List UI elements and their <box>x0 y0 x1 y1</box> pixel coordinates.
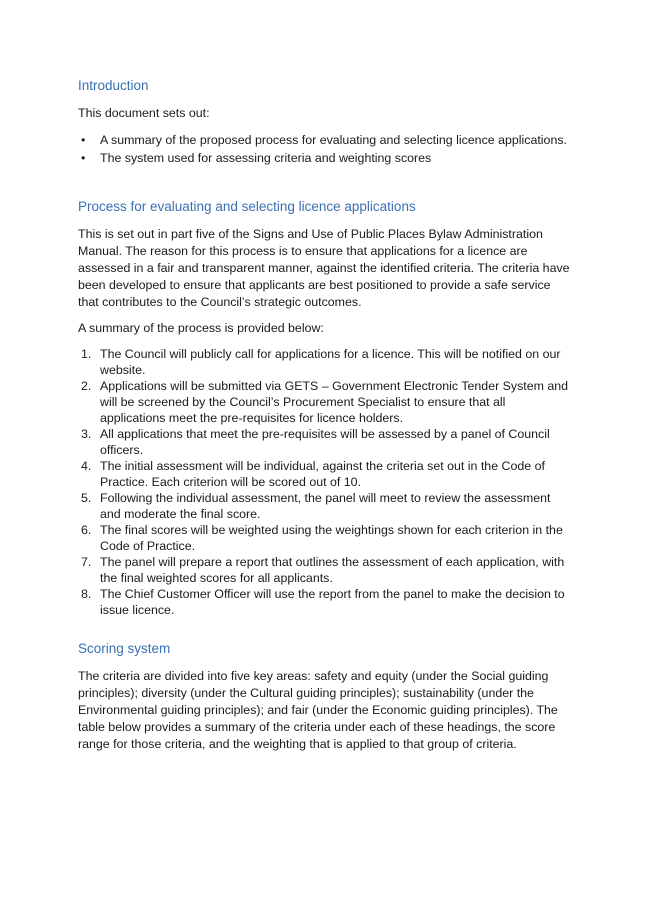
introduction-heading: Introduction <box>78 78 149 93</box>
step-number: 7. <box>81 555 92 569</box>
bullet-text: A summary of the proposed process for evaluating and selecting licence applications. <box>100 133 567 147</box>
step-number: 1. <box>81 347 92 361</box>
list-item <box>78 150 573 166</box>
bullet-icon: • <box>81 151 86 165</box>
bullet-text: The system used for assessing criteria and weighting scores <box>100 151 432 165</box>
step-text: The panel will prepare a report that outlines the assessment of each application, with the final weighted scores for all applicants. <box>100 555 565 585</box>
list-item <box>78 554 573 586</box>
introduction-lead: This document sets out: <box>78 106 210 120</box>
list-item <box>78 490 573 522</box>
step-text: The final scores will be weighted using the weightings shown for each criterion in the Code of Practice. <box>100 523 563 553</box>
step-text: Following the individual assessment, the panel will meet to review the assessment and moderate the final score. <box>100 491 551 521</box>
process-steps-list <box>78 346 573 618</box>
step-number: 2. <box>81 379 92 393</box>
list-item <box>78 586 573 618</box>
list-item <box>78 346 573 378</box>
list-item <box>78 378 573 426</box>
process-paragraph: This is set out in part five of the Signs and Use of Public Places Bylaw Administration Manual. The reason for this process is to ensure that applications for a licence are assessed in a fair and transparent manner, against the identified criteria. The criteria have been developed to ensure that applicants are best positioned to provide a safe service that contributes to the Council’s strategic outcomes. <box>78 227 570 309</box>
introduction-bullet-list <box>78 132 573 168</box>
list-item <box>78 458 573 490</box>
bullet-icon: • <box>81 133 86 147</box>
step-text: The initial assessment will be individual, against the criteria set out in the Code of Practice. Each criterion will be scored out of 10. <box>100 459 545 489</box>
step-number: 4. <box>81 459 92 473</box>
scoring-paragraph: The criteria are divided into five key areas: safety and equity (under the Social guiding principles); diversity (under the Cultural guiding principles); sustainability (under the Environmental guiding principles); and fair (under the Economic guiding principles). The table below provides a summary of the criteria under each of these headings, the score range for those criteria, and the weighting that is applied to that group of criteria. <box>78 669 558 751</box>
step-number: 8. <box>81 587 92 601</box>
step-number: 5. <box>81 491 92 505</box>
process-heading: Process for evaluating and selecting licence applications <box>78 199 416 214</box>
list-item <box>78 132 573 148</box>
step-number: 6. <box>81 523 92 537</box>
step-text: All applications that meet the pre-requisites will be assessed by a panel of Council officers. <box>100 427 550 457</box>
step-text: Applications will be submitted via GETS – Government Electronic Tender System and will be screened by the Council’s Procurement Specialist to ensure that all applications meet the pre-requisites for licence holders. <box>100 379 569 425</box>
step-number: 3. <box>81 427 92 441</box>
step-text: The Council will publicly call for applications for a licence. This will be notified on our website. <box>100 347 561 377</box>
process-summary-lead: A summary of the process is provided below: <box>78 321 324 335</box>
list-item <box>78 426 573 458</box>
scoring-heading: Scoring system <box>78 641 171 656</box>
step-text: The Chief Customer Officer will use the report from the panel to make the decision to issue licence. <box>100 587 565 617</box>
list-item <box>78 522 573 554</box>
